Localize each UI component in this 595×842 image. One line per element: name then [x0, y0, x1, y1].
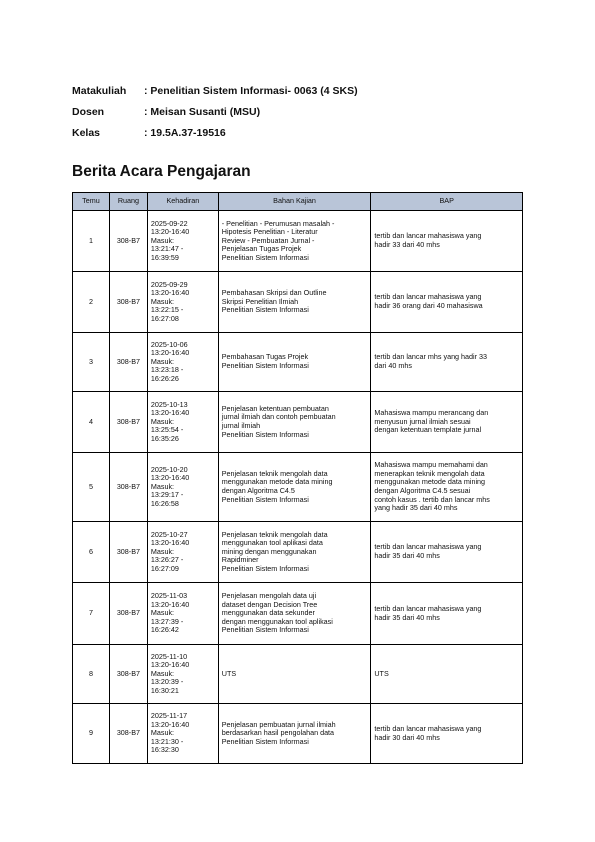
matakuliah-value: : Penelitian Sistem Informasi- 0063 (4 SKS)	[144, 84, 358, 97]
kelas-value: : 19.5A.37-19516	[144, 126, 226, 139]
table-row	[73, 211, 523, 272]
temu-cell: 7	[73, 583, 110, 645]
header-temu: Temu	[73, 193, 110, 211]
bahan-kajian-cell: Penjelasan ketentuan pembuatan jurnal ilmiah dan contoh pembuatan jurnal ilmiah Penelitian Sistem Informasi	[218, 392, 371, 453]
table-row	[73, 392, 523, 453]
dosen-label: Dosen	[72, 105, 105, 118]
bahan-kajian-cell: Penjelasan teknik mengolah data menggunakan metode data mining dengan Algoritma C4.5 Penelitian Sistem Informasi	[218, 453, 371, 522]
temu-cell: 2	[73, 272, 110, 333]
kehadiran-cell: 2025-11-03 13:20-16:40 Masuk: 13:27:39 - 16:26:42	[147, 583, 218, 645]
table-row	[73, 645, 523, 704]
bahan-kajian-cell: Pembahasan Skripsi dan Outline Skripsi Penelitian Ilmiah Penelitian Sistem Informasi	[218, 272, 371, 333]
ruang-cell: 308-B7	[109, 333, 147, 392]
kehadiran-cell: 2025-10-27 13:20-16:40 Masuk: 13:26:27 - 16:27:09	[147, 522, 218, 583]
bahan-kajian-cell: Penjelasan mengolah data uji dataset dengan Decision Tree menggunakan data sekunder dengan menggunakan tool aplikasi Penelitian Sistem Informasi	[218, 583, 371, 645]
ruang-cell: 308-B7	[109, 272, 147, 333]
table-row	[73, 333, 523, 392]
header-bap: BAP	[371, 193, 523, 211]
bap-cell: tertib dan lancar mahasiswa yang hadir 36 orang dari 40 mahasiswa	[371, 272, 523, 333]
table-row	[73, 583, 523, 645]
bap-cell: tertib dan lancar mahasiswa yang hadir 35 dari 40 mhs	[371, 522, 523, 583]
section-title: Berita Acara Pengajaran	[72, 163, 251, 180]
ruang-cell: 308-B7	[109, 453, 147, 522]
header-ruang: Ruang	[109, 193, 147, 211]
kehadiran-cell: 2025-09-22 13:20-16:40 Masuk: 13:21:47 - 16:39:59	[147, 211, 218, 272]
bap-cell: tertib dan lancar mahasiswa yang hadir 33 dari 40 mhs	[371, 211, 523, 272]
matakuliah-label: Matakuliah	[72, 84, 127, 97]
ruang-cell: 308-B7	[109, 704, 147, 764]
bahan-kajian-cell: - Penelitian - Perumusan masalah - Hipotesis Penelitian - Literatur Review - Pembuatan Jurnal - Penjelasan Tugas Projek Penelitian Sistem Informasi	[218, 211, 371, 272]
bap-cell: UTS	[371, 645, 523, 704]
ruang-cell: 308-B7	[109, 645, 147, 704]
header-kehadiran: Kehadiran	[147, 193, 218, 211]
kehadiran-cell: 2025-10-06 13:20-16:40 Masuk: 13:23:18 - 16:26:26	[147, 333, 218, 392]
kehadiran-cell: 2025-10-20 13:20-16:40 Masuk: 13:29:17 - 16:26:58	[147, 453, 218, 522]
ruang-cell: 308-B7	[109, 522, 147, 583]
kehadiran-cell: 2025-09-29 13:20-16:40 Masuk: 13:22:15 - 16:27:08	[147, 272, 218, 333]
table-header-row	[73, 193, 523, 211]
bahan-kajian-cell: Pembahasan Tugas Projek Penelitian Sistem Informasi	[218, 333, 371, 392]
bap-cell: tertib dan lancar mahasiswa yang hadir 30 dari 40 mhs	[371, 704, 523, 764]
table-row	[73, 453, 523, 522]
dosen-row	[72, 101, 358, 122]
temu-cell: 1	[73, 211, 110, 272]
temu-cell: 8	[73, 645, 110, 704]
table-row	[73, 704, 523, 764]
temu-cell: 5	[73, 453, 110, 522]
table-row	[73, 522, 523, 583]
kehadiran-cell: 2025-10-13 13:20-16:40 Masuk: 13:25:54 - 16:35:26	[147, 392, 218, 453]
kelas-label: Kelas	[72, 126, 101, 139]
ruang-cell: 308-B7	[109, 392, 147, 453]
matakuliah-row	[72, 80, 358, 101]
bahan-kajian-cell: UTS	[218, 645, 371, 704]
bap-cell: tertib dan lancar mhs yang hadir 33 dari 40 mhs	[371, 333, 523, 392]
dosen-value: : Meisan Susanti (MSU)	[144, 105, 261, 118]
bap-cell: Mahasiswa mampu memahami dan menerapkan teknik mengolah data menggunakan metode data mining dengan Algoritma C4.5 sesuai contoh kasus . tertib dan lancar mhs yang hadir 35 dari 40 mhs	[371, 453, 523, 522]
kehadiran-cell: 2025-11-17 13:20-16:40 Masuk: 13:21:30 - 16:32:30	[147, 704, 218, 764]
temu-cell: 6	[73, 522, 110, 583]
table-row	[73, 272, 523, 333]
temu-cell: 4	[73, 392, 110, 453]
bap-cell: tertib dan lancar mahasiswa yang hadir 35 dari 40 mhs	[371, 583, 523, 645]
bap-cell: Mahasiswa mampu merancang dan menyusun jurnal ilmiah sesuai dengan ketentuan template jurnal	[371, 392, 523, 453]
temu-cell: 9	[73, 704, 110, 764]
kelas-row	[72, 122, 358, 143]
bahan-kajian-cell: Penjelasan pembuatan jurnal ilmiah berdasarkan hasil pengolahan data Penelitian Sistem Informasi	[218, 704, 371, 764]
attendance-table	[72, 192, 523, 764]
temu-cell: 3	[73, 333, 110, 392]
course-info	[72, 80, 358, 143]
ruang-cell: 308-B7	[109, 211, 147, 272]
bahan-kajian-cell: Penjelasan teknik mengolah data menggunakan tool aplikasi data mining dengan menggunakan Rapidminer Penelitian Sistem Informasi	[218, 522, 371, 583]
ruang-cell: 308-B7	[109, 583, 147, 645]
header-bahan-kajian: Bahan Kajian	[218, 193, 371, 211]
kehadiran-cell: 2025-11-10 13:20-16:40 Masuk: 13:20:39 - 16:30:21	[147, 645, 218, 704]
